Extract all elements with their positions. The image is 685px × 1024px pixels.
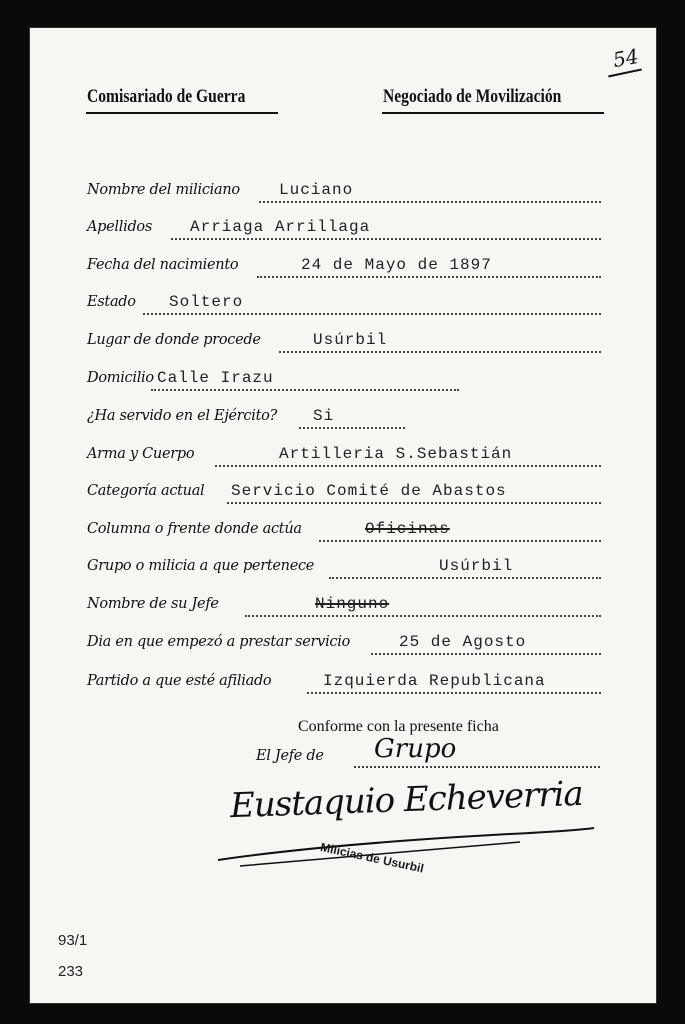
header-right-underline [382, 112, 604, 114]
field-dotted-line [259, 201, 601, 203]
jefe-line [256, 734, 601, 770]
field-label: Fecha del nacimiento [87, 257, 239, 273]
field-dotted-line [215, 465, 601, 467]
field-dotted-line [329, 577, 601, 579]
field-dotted-line [299, 427, 405, 429]
field-value: 24 de Mayo de 1897 [301, 256, 492, 274]
field-columna [87, 521, 632, 545]
field-label: Grupo o milicia a que pertenece [87, 558, 315, 574]
jefe-value: Grupo [374, 734, 457, 764]
margin-note-top: 93/1 [58, 932, 88, 949]
field-fecha-nacimiento [87, 257, 632, 281]
field-label: Nombre de su Jefe [87, 596, 219, 612]
field-value: Calle Irazu [157, 369, 274, 387]
field-nombre [87, 182, 632, 206]
field-dotted-line [371, 653, 601, 655]
signature: Eustaquio Echeverria [229, 773, 584, 827]
field-dotted-line [227, 502, 601, 504]
field-value: Ninguno [315, 595, 390, 613]
margin-note-bottom: 233 [58, 963, 84, 980]
field-value: 25 de Agosto [399, 633, 527, 651]
field-label: Columna o frente donde actúa [87, 521, 302, 537]
field-dotted-line [171, 238, 601, 240]
field-value: Usúrbil [313, 331, 388, 349]
field-grupo [87, 558, 632, 582]
field-label: Dia en que empezó a prestar servicio [87, 634, 351, 650]
field-dotted-line [143, 313, 601, 315]
header-left-underline [86, 112, 278, 114]
field-label: Estado [87, 294, 136, 310]
field-dotted-line [257, 276, 601, 278]
header-left-title: Comisariado de Guerra [87, 86, 246, 107]
field-label: Nombre del miliciano [87, 182, 240, 198]
field-dotted-line [245, 615, 601, 617]
field-value: Arriaga Arrillaga [190, 218, 371, 236]
stamp-text: Milicias de Usurbil [319, 840, 426, 876]
conforme-text: Conforme con la presente ficha [298, 718, 499, 735]
field-value: Soltero [169, 293, 244, 311]
field-estado [87, 294, 632, 318]
field-apellidos [87, 219, 632, 243]
field-partido [87, 673, 632, 697]
jefe-dotted-line [354, 766, 600, 768]
field-dotted-line [279, 351, 601, 353]
field-dotted-line [319, 540, 601, 542]
field-nombre-jefe [87, 596, 632, 620]
index-card [30, 28, 656, 1003]
field-label: Partido a que esté afiliado [87, 673, 272, 689]
field-lugar [87, 332, 632, 356]
field-label: Apellidos [87, 219, 152, 235]
field-label: Lugar de donde procede [87, 332, 261, 348]
field-value: Usúrbil [439, 557, 514, 575]
field-servido-ejercito [87, 408, 632, 432]
header-right-title: Negociado de Movilización [383, 86, 562, 107]
field-categoria [87, 483, 632, 507]
field-value: Si [313, 407, 335, 425]
field-value: Servicio Comité de Abastos [231, 482, 507, 500]
field-dia-servicio [87, 634, 632, 658]
field-dotted-line [151, 389, 459, 391]
folio-number: 54 [611, 43, 641, 73]
field-domicilio [87, 370, 632, 394]
field-dotted-line [307, 692, 601, 694]
field-label: ¿Ha servido en el Ejército? [87, 408, 278, 424]
field-value: Izquierda Republicana [323, 672, 546, 690]
field-label: Domicilio [87, 370, 154, 386]
field-arma-cuerpo [87, 446, 632, 470]
field-label: Arma y Cuerpo [87, 446, 195, 462]
field-label: Categoría actual [87, 483, 205, 499]
field-value: Luciano [279, 181, 354, 199]
field-value: Artilleria S.Sebastián [279, 445, 513, 463]
field-value: Oficinas [365, 520, 450, 538]
jefe-label: El Jefe de [256, 748, 324, 764]
